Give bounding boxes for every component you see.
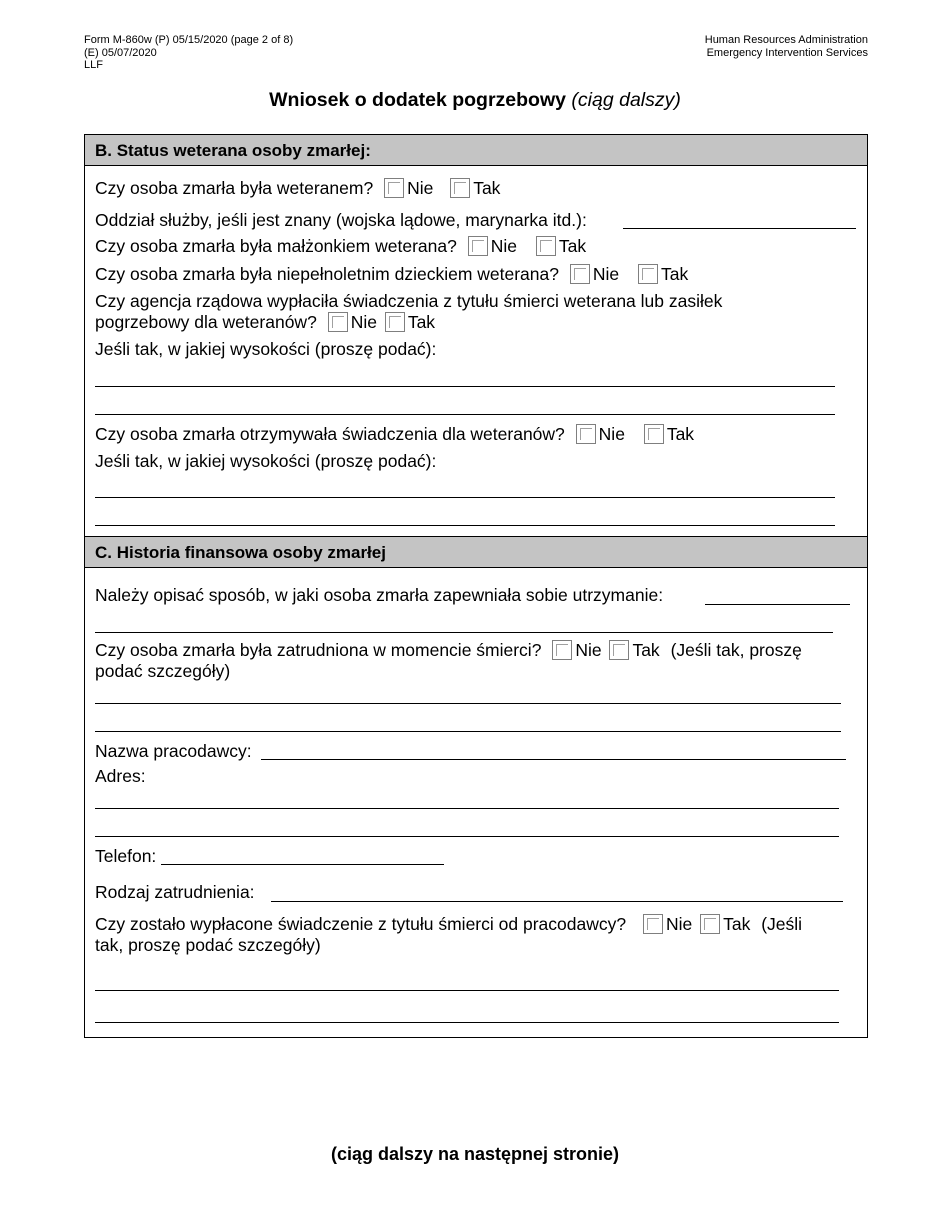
agency-no-label: Nie	[350, 312, 377, 332]
question-employed	[95, 640, 802, 660]
form-language-code: LLF	[84, 59, 103, 71]
employed-details-line-1[interactable]	[95, 703, 841, 704]
benefits-amount-line-1[interactable]	[95, 497, 835, 498]
employer-field[interactable]	[261, 759, 846, 760]
agency-amount-line-1[interactable]	[95, 386, 835, 387]
benefits-amount-label: Jeśli tak, w jakiej wysokości (proszę podać):	[95, 451, 437, 471]
page-title-sub: (ciąg dalszy)	[571, 89, 681, 111]
section-c-header	[85, 536, 867, 568]
veteran-no-checkbox[interactable]	[384, 178, 404, 198]
benefits-yes-checkbox[interactable]	[644, 424, 664, 444]
address-label: Adres:	[95, 766, 146, 786]
question-veteran	[95, 178, 500, 198]
death-benefit-note: (Jeśli	[761, 914, 803, 934]
agency-block	[705, 34, 868, 59]
support-field[interactable]	[705, 604, 850, 605]
employed-yes-label: Tak	[632, 640, 660, 660]
agency-amount-line-2[interactable]	[95, 414, 835, 415]
death-benefit-no-checkbox[interactable]	[643, 914, 663, 934]
employment-type-label: Rodzaj zatrudnienia:	[95, 882, 255, 902]
child-yes-checkbox[interactable]	[638, 264, 658, 284]
support-line-2[interactable]	[95, 632, 833, 633]
spouse-no-checkbox[interactable]	[468, 236, 488, 256]
employed-note: (Jeśli tak, proszę	[670, 640, 802, 660]
employed-no-label: Nie	[575, 640, 602, 660]
veteran-yes-checkbox[interactable]	[450, 178, 470, 198]
child-no-checkbox[interactable]	[570, 264, 590, 284]
question-child	[95, 264, 688, 284]
spouse-no-label: Nie	[490, 236, 517, 256]
section-c-title: C. Historia finansowa osoby zmarłej	[95, 543, 386, 562]
question-veteran-label: Czy osoba zmarła była weteranem?	[95, 178, 374, 198]
page-title	[0, 89, 950, 112]
question-employed-label: Czy osoba zmarła była zatrudniona w momencie śmierci?	[95, 640, 542, 660]
death-benefit-yes-checkbox[interactable]	[700, 914, 720, 934]
benefits-yes-label: Tak	[666, 424, 695, 444]
agency-amount-label: Jeśli tak, w jakiej wysokości (proszę podać):	[95, 339, 437, 359]
form-id-block	[84, 34, 293, 72]
agency-yes-checkbox[interactable]	[385, 312, 405, 332]
spouse-yes-label: Tak	[558, 236, 587, 256]
death-benefit-note-line2: tak, proszę podać szczegóły)	[95, 935, 321, 955]
section-b-header	[85, 134, 867, 166]
page-title-main: Wniosek o dodatek pogrzebowy	[269, 89, 566, 111]
question-spouse	[95, 236, 586, 256]
question-benefits-label: Czy osoba zmarła otrzymywała świadczenia dla weteranów?	[95, 424, 565, 444]
question-spouse-label: Czy osoba zmarła była małżonkiem weterana?	[95, 236, 457, 256]
death-benefit-yes-label: Tak	[723, 914, 751, 934]
question-agency-line2	[95, 312, 435, 332]
form-edition: (E) 05/07/2020	[84, 46, 157, 59]
question-benefits	[95, 424, 694, 444]
death-benefit-details-line-2[interactable]	[95, 1022, 839, 1023]
support-label: Należy opisać sposób, w jaki osoba zmarła zapewniała sobie utrzymanie:	[95, 585, 664, 605]
form-frame	[84, 134, 868, 1038]
spouse-yes-checkbox[interactable]	[536, 236, 556, 256]
phone-label: Telefon:	[95, 846, 157, 866]
agency-yes-label: Tak	[407, 312, 436, 332]
section-b-title: B. Status weterana osoby zmarłej:	[95, 141, 371, 160]
benefits-no-label: Nie	[598, 424, 625, 444]
phone-field[interactable]	[161, 864, 444, 865]
employed-no-checkbox[interactable]	[552, 640, 572, 660]
employment-type-field[interactable]	[271, 901, 843, 902]
benefits-no-checkbox[interactable]	[576, 424, 596, 444]
employer-label: Nazwa pracodawcy:	[95, 741, 252, 761]
address-line-1[interactable]	[95, 808, 839, 809]
question-agency-line1: Czy agencja rządowa wypłaciła świadczenia z tytułu śmierci weterana lub zasiłek	[95, 291, 723, 311]
agency-department: Emergency Intervention Services	[706, 46, 868, 59]
death-benefit-details-line-1[interactable]	[95, 990, 839, 991]
employed-note-line2: podać szczegóły)	[95, 661, 231, 681]
question-agency-label: pogrzebowy dla weteranów?	[95, 312, 317, 332]
continued-footer: (ciąg dalszy na następnej stronie)	[330, 1144, 620, 1164]
agency-no-checkbox[interactable]	[328, 312, 348, 332]
veteran-no-label: Nie	[407, 178, 434, 198]
benefits-amount-line-2[interactable]	[95, 525, 835, 526]
agency-name: Human Resources Administration	[704, 34, 868, 46]
form-number: Form M-860w (P) 05/15/2020 (page 2 of 8)	[84, 34, 294, 46]
question-death-benefit-label: Czy zostało wypłacone świadczenie z tytułu śmierci od pracodawcy?	[95, 914, 627, 934]
child-no-label: Nie	[592, 264, 620, 284]
question-child-label: Czy osoba zmarła była niepełnoletnim dzieckiem weterana?	[95, 264, 559, 284]
veteran-yes-label: Tak	[473, 178, 501, 198]
employed-details-line-2[interactable]	[95, 731, 841, 732]
death-benefit-no-label: Nie	[665, 914, 693, 934]
branch-label: Oddział służby, jeśli jest znany (wojska lądowe, marynarka itd.):	[95, 210, 587, 230]
question-death-benefit	[95, 914, 802, 934]
employed-yes-checkbox[interactable]	[609, 640, 629, 660]
child-yes-label: Tak	[661, 264, 689, 284]
branch-field[interactable]	[623, 228, 856, 229]
address-line-2[interactable]	[95, 836, 839, 837]
